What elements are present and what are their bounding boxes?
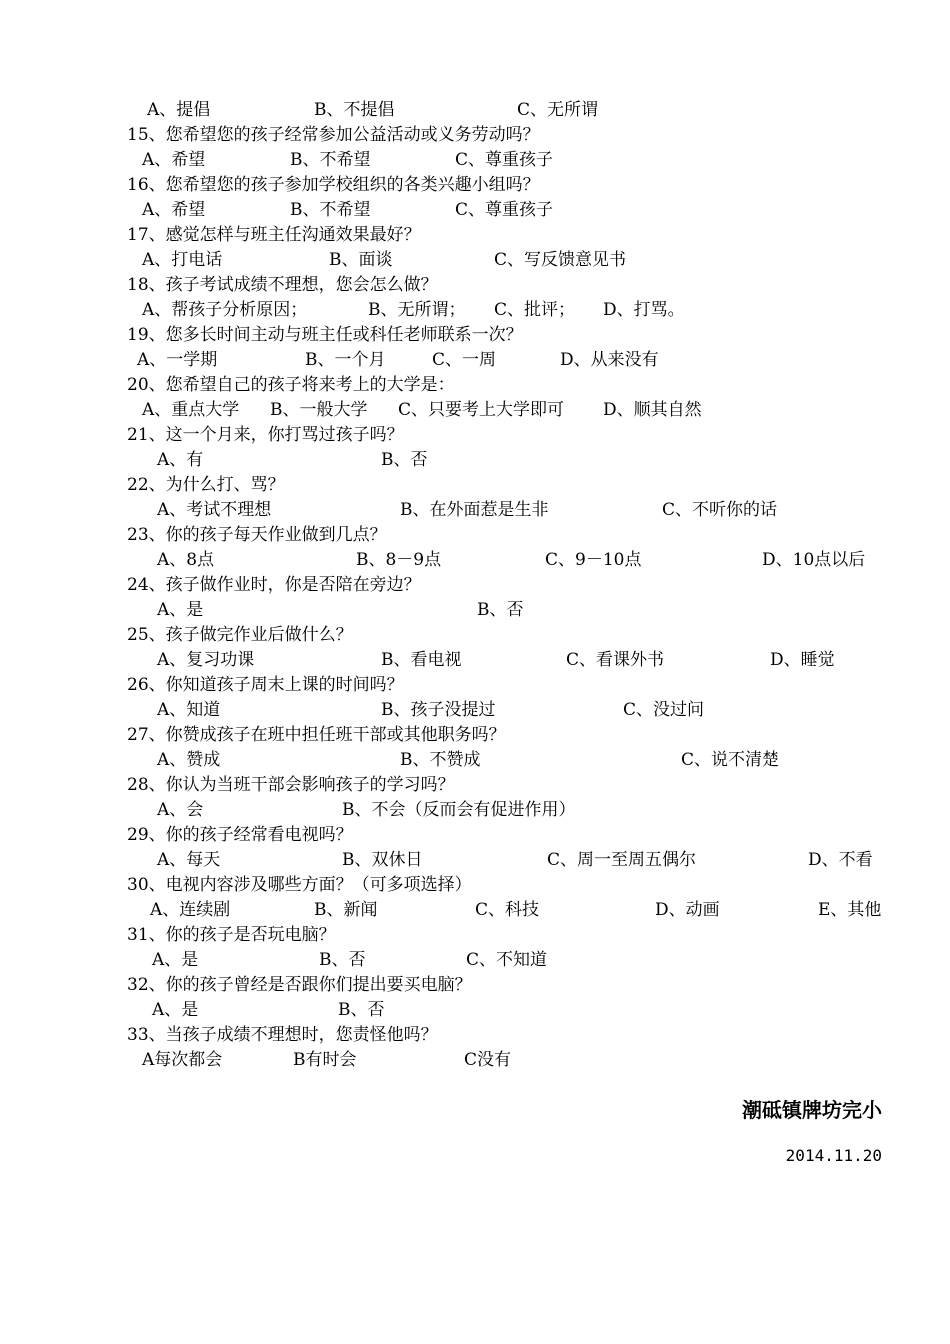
option-b: B、新闻: [314, 900, 378, 920]
question-28: 28、你认为当班干部会影响孩子的学习吗？: [127, 775, 455, 795]
option-c: C、看课外书: [566, 650, 665, 670]
option-c: C、尊重孩子: [455, 200, 554, 220]
question-26: 26、你知道孩子周末上课的时间吗？: [127, 675, 404, 695]
option-a: A、知道: [157, 700, 221, 720]
option-a: A、赞成: [157, 750, 221, 770]
option-a: A、会: [157, 800, 204, 820]
option-a: A、提倡: [147, 100, 211, 120]
option-b: B、不希望: [290, 150, 371, 170]
option-b: B、8－9点: [356, 550, 442, 570]
option-c: C、批评；: [494, 300, 576, 320]
option-c: C没有: [464, 1050, 512, 1070]
school-name: 潮砥镇牌坊完小: [742, 1098, 882, 1122]
option-b: B、无所谓；: [368, 300, 466, 320]
option-b: B、在外面惹是生非: [400, 500, 549, 520]
option-d: D、不看: [808, 850, 873, 870]
option-b: B、否: [381, 450, 428, 470]
question-18: 18、孩子考试成绩不理想，您会怎么做？: [127, 275, 438, 295]
option-a: A、希望: [142, 200, 206, 220]
question-30: 30、电视内容涉及哪些方面？（可多项选择）: [127, 875, 472, 895]
option-d: D、从来没有: [560, 350, 659, 370]
option-a: A、考试不理想: [157, 500, 272, 520]
option-b: B、面谈: [329, 250, 393, 270]
option-a: A、是: [157, 600, 204, 620]
option-b: B、一般大学: [270, 400, 368, 420]
option-b: B、否: [319, 950, 366, 970]
option-c: C、写反馈意见书: [494, 250, 627, 270]
option-b: B有时会: [293, 1050, 357, 1070]
question-27: 27、你赞成孩子在班中担任班干部或其他职务吗？: [127, 725, 506, 745]
option-c: C、9－10点: [545, 550, 642, 570]
option-c: C、只要考上大学即可: [398, 400, 565, 420]
option-a: A、复习功课: [157, 650, 255, 670]
option-a: A、是: [152, 1000, 199, 1020]
option-b: B、不赞成: [400, 750, 481, 770]
option-b: B、不提倡: [314, 100, 395, 120]
option-c: C、没过问: [623, 700, 705, 720]
question-31: 31、你的孩子是否玩电脑？: [127, 925, 336, 945]
option-d: D、睡觉: [770, 650, 835, 670]
option-c: C、一周: [432, 350, 497, 370]
question-17: 17、感觉怎样与班主任沟通效果最好？: [127, 225, 421, 245]
option-a: A、连续剧: [150, 900, 231, 920]
option-a: A每次都会: [142, 1050, 223, 1070]
question-24: 24、孩子做作业时，你是否陪在旁边？: [127, 575, 421, 595]
option-c: C、周一至周五偶尔: [547, 850, 697, 870]
question-25: 25、孩子做完作业后做什么？: [127, 625, 353, 645]
question-19: 19、您多长时间主动与班主任或科任老师联系一次？: [127, 325, 523, 345]
option-a: A、有: [157, 450, 204, 470]
option-a: A、希望: [142, 150, 206, 170]
option-c: C、不知道: [466, 950, 548, 970]
question-23: 23、你的孩子每天作业做到几点？: [127, 525, 387, 545]
option-a: A、重点大学: [142, 400, 240, 420]
option-b: B、不会（反而会有促进作用）: [342, 800, 576, 820]
option-d: D、10点以后: [762, 550, 866, 570]
option-b: B、否: [338, 1000, 385, 1020]
option-b: B、不希望: [290, 200, 371, 220]
question-15: 15、您希望您的孩子经常参加公益活动或义务劳动吗？: [127, 125, 540, 145]
option-a: A、帮孩子分析原因；: [142, 300, 308, 320]
option-c: C、无所谓: [517, 100, 599, 120]
option-b: B、看电视: [381, 650, 462, 670]
option-c: C、科技: [475, 900, 540, 920]
option-d: D、顺其自然: [603, 400, 702, 420]
option-d: D、动画: [655, 900, 720, 920]
question-22: 22、为什么打、骂？: [127, 475, 285, 495]
option-e: E、其他: [818, 900, 882, 920]
option-c: C、尊重孩子: [455, 150, 554, 170]
option-a: A、每天: [157, 850, 221, 870]
question-21: 21、这一个月来，你打骂过孩子吗？: [127, 425, 404, 445]
option-a: A、打电话: [142, 250, 223, 270]
option-b: B、一个月: [305, 350, 386, 370]
option-b: B、否: [477, 600, 524, 620]
question-33: 33、当孩子成绩不理想时，您责怪他吗？: [127, 1025, 438, 1045]
question-29: 29、你的孩子经常看电视吗？: [127, 825, 353, 845]
option-c: C、说不清楚: [681, 750, 780, 770]
document-date: 2014.11.20: [785, 1146, 882, 1165]
option-c: C、不听你的话: [662, 500, 778, 520]
option-b: B、孩子没提过: [381, 700, 496, 720]
option-b: B、双休日: [342, 850, 423, 870]
question-16: 16、您希望您的孩子参加学校组织的各类兴趣小组吗？: [127, 175, 540, 195]
option-a: A、8点: [157, 550, 215, 570]
option-a: A、是: [152, 950, 199, 970]
option-a: A、一学期: [137, 350, 218, 370]
question-20: 20、您希望自己的孩子将来考上的大学是：: [127, 375, 455, 395]
question-32: 32、你的孩子曾经是否跟你们提出要买电脑？: [127, 975, 472, 995]
option-d: D、打骂。: [603, 300, 685, 320]
